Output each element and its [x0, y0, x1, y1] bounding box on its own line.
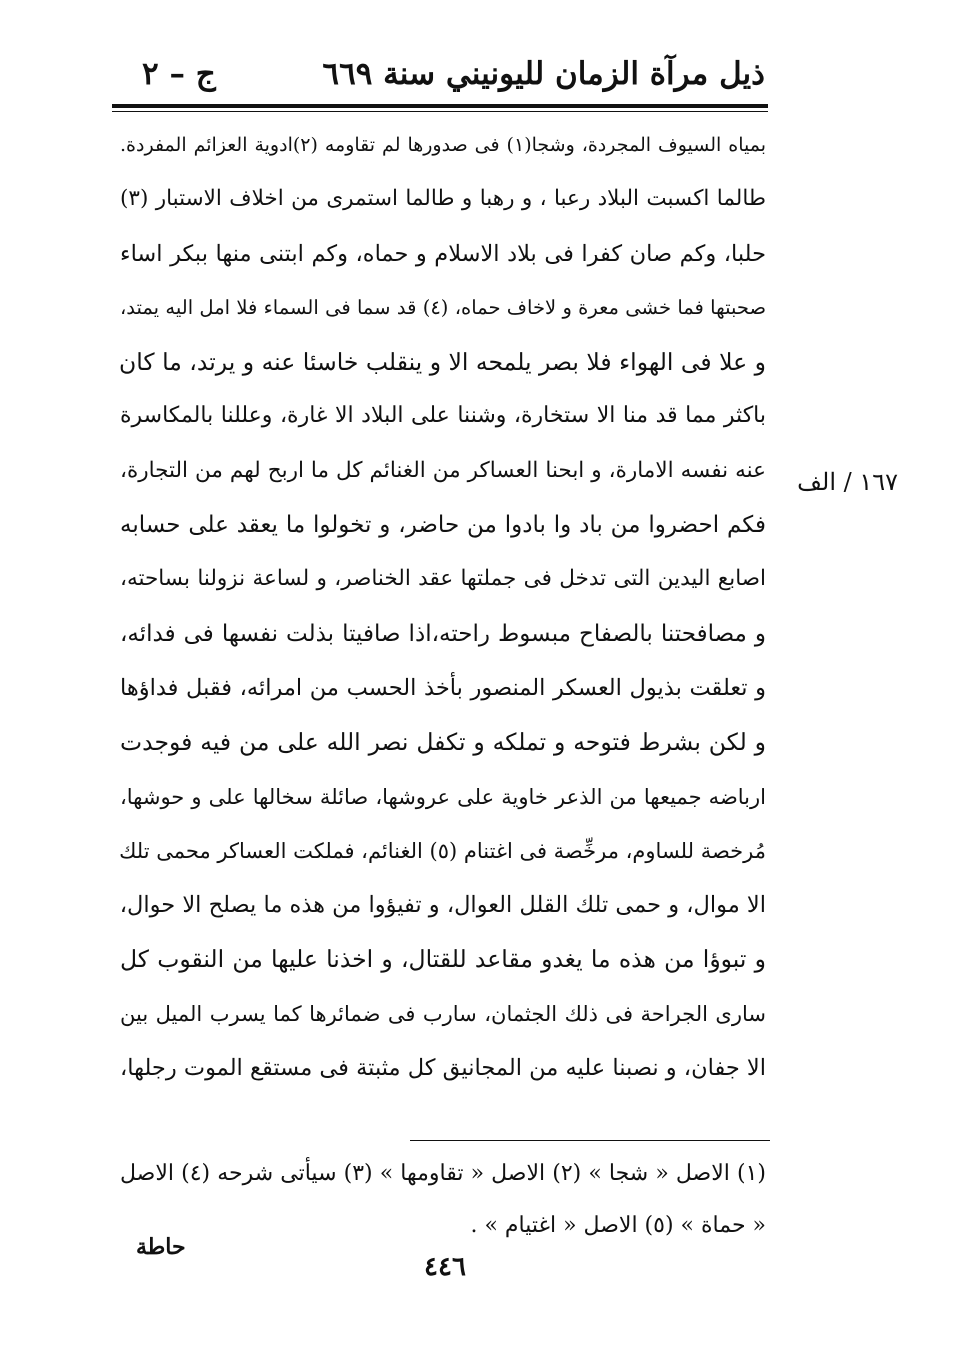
text-line: حلبا، وكم صان كفرا فى بلاد الاسلام و حماه، وكم ابتنى منها ببكر اساء	[120, 240, 766, 267]
text-line: سارى الجراحة فى ذلك الجثمان، سارب فى ضمائرها كما يسرب الميل بين	[120, 1001, 766, 1026]
footnotes	[120, 1148, 766, 1252]
text-line: عنه نفسه الامارة، و ابحنا العساكر من الغنائم كل ما اربح لهم من التجارة،	[120, 457, 766, 483]
running-header	[120, 52, 765, 100]
footnote-line: « حماة » (٥) الاصل « اغتيام » .	[470, 1213, 766, 1238]
text-line: صحبتها فما خشى معرة و لاخاف حماه، (٤) قد سما فى السماء فلا امل اليه يمتد،	[120, 295, 767, 319]
text-line: اصابع اليدين التى تدخل فى جملتها عقد الخناصر، و لساعة نزولنا بساحته،	[120, 566, 766, 592]
text-line: الا موال، و حمى تلك القلل العوال، و تفيؤوا من هذه ما يصلح الا حوال،	[119, 892, 766, 919]
text-line: فكم احضروا من باد وا بادوا من حاضر، و تخولوا ما يعقد على حسابه	[120, 512, 766, 539]
text-line: ارباضه جميعها من الذعر خاوية على عروشها، صائلة سخالها على و حوشها،	[120, 784, 766, 809]
text-line: بمياه السيوف المجردة، وشجا(١) فى صدورها لم تقاومه (٢)ادوية العزائم المفردة.	[120, 134, 766, 156]
running-title: ذيل مرآة الزمان لليونيني سنة ٦٦٩	[322, 56, 765, 92]
folio-margin-note: ١٦٧ / الف	[797, 468, 898, 496]
text-line: باكثر مما قد منا الا ستخارة، وشننا على البلاد الا غارة، وعللنا بالمكاسرة	[120, 403, 766, 429]
main-text	[120, 118, 766, 1095]
text-line: مُرخصة للساوم، مرخِّصة فى اغتنام (٥) الغنائم، فملكت العساكر محمى تلك	[119, 838, 766, 863]
footnote-rule	[410, 1140, 770, 1141]
header-rule-thin	[112, 111, 768, 112]
text-line: و لكن بشرط فتوحه و تملكه و تكفل نصر الله على من فيه فوجدت	[120, 728, 766, 757]
text-line: و علا فى الهواء فلا بصر يلمحه الا و ينقلب خاسئا عنه و يرتد، ما كان	[119, 348, 766, 377]
text-line: و تعلقت بذيول العسكر المنصور بأخذ الحسب من امرائه، فقبل فداؤها	[120, 674, 766, 701]
page-number: ٤٤٦	[424, 1252, 466, 1282]
text-line: طالما اكسبت البلاد رعبا ، و رهبا و طالما استمرى من اخلاف الاستبار (٣)	[120, 186, 766, 212]
footnote-line: (١) الاصل « شجا » (٢) الاصل « تقاومها » (٣) سيأتى شرحه (٤) الاصل	[120, 1161, 766, 1186]
header-rule-thick	[112, 104, 768, 108]
text-line: الا جفان، و نصبنا عليه من المجانيق كل مثبتة فى مستقع الموت رجلها،	[120, 1055, 766, 1082]
text-line: و مصافحتنا بالصفاح مبسوط راحته،اذا صافيتا بذلت نفسها فى فدائه،	[120, 620, 766, 647]
signature-note: حاطة	[136, 1234, 186, 1260]
text-line: و تبوؤا من هذه ما يغدو مقاعد للقتال، و اخذنا عليها من النقوب كل	[120, 945, 766, 974]
volume-label: ج – ٢	[142, 56, 216, 92]
